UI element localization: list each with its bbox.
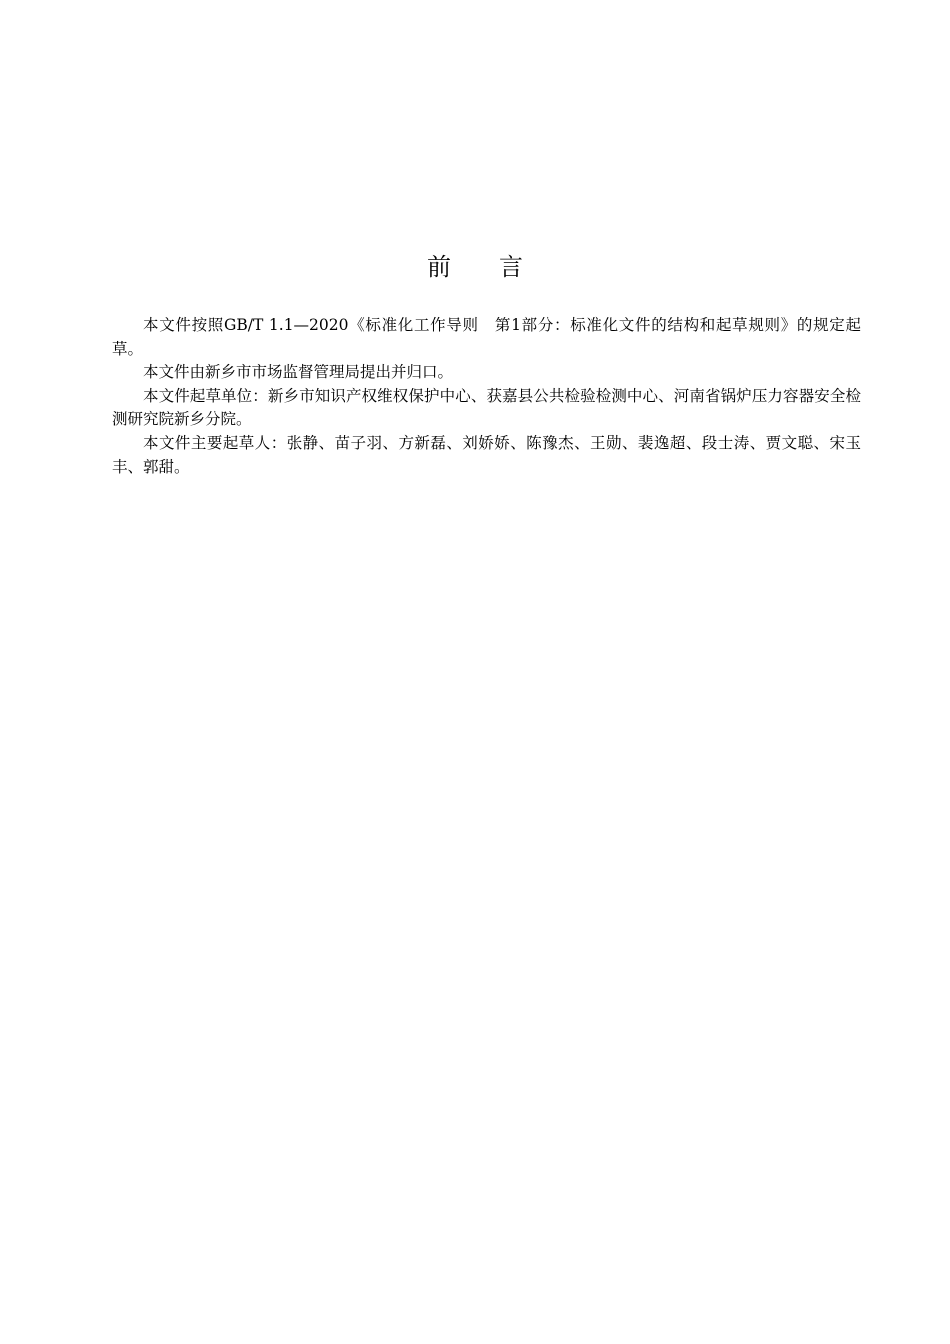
paragraph-main-drafters: 本文件主要起草人：张静、苗子羽、方新磊、刘娇娇、陈豫杰、王勋、裴逸超、段士涛、贾文聪、宋玉丰、郭甜。 [112, 433, 861, 476]
paragraph-drafting-units: 本文件起草单位：新乡市知识产权维权保护中心、获嘉县公共检验检测中心、河南省锅炉压力容器安全检测研究院新乡分院。 [112, 386, 861, 429]
foreword-body [112, 314, 861, 479]
foreword-title: 前言 [427, 253, 571, 282]
paragraph-drafting-rules: 本文件按照GB/T 1.1—2020《标准化工作导则 第1部分：标准化文件的结构和起草规则》的规定起草。 [112, 316, 861, 358]
paragraph-proposer: 本文件由新乡市市场监督管理局提出并归口。 [143, 363, 454, 382]
